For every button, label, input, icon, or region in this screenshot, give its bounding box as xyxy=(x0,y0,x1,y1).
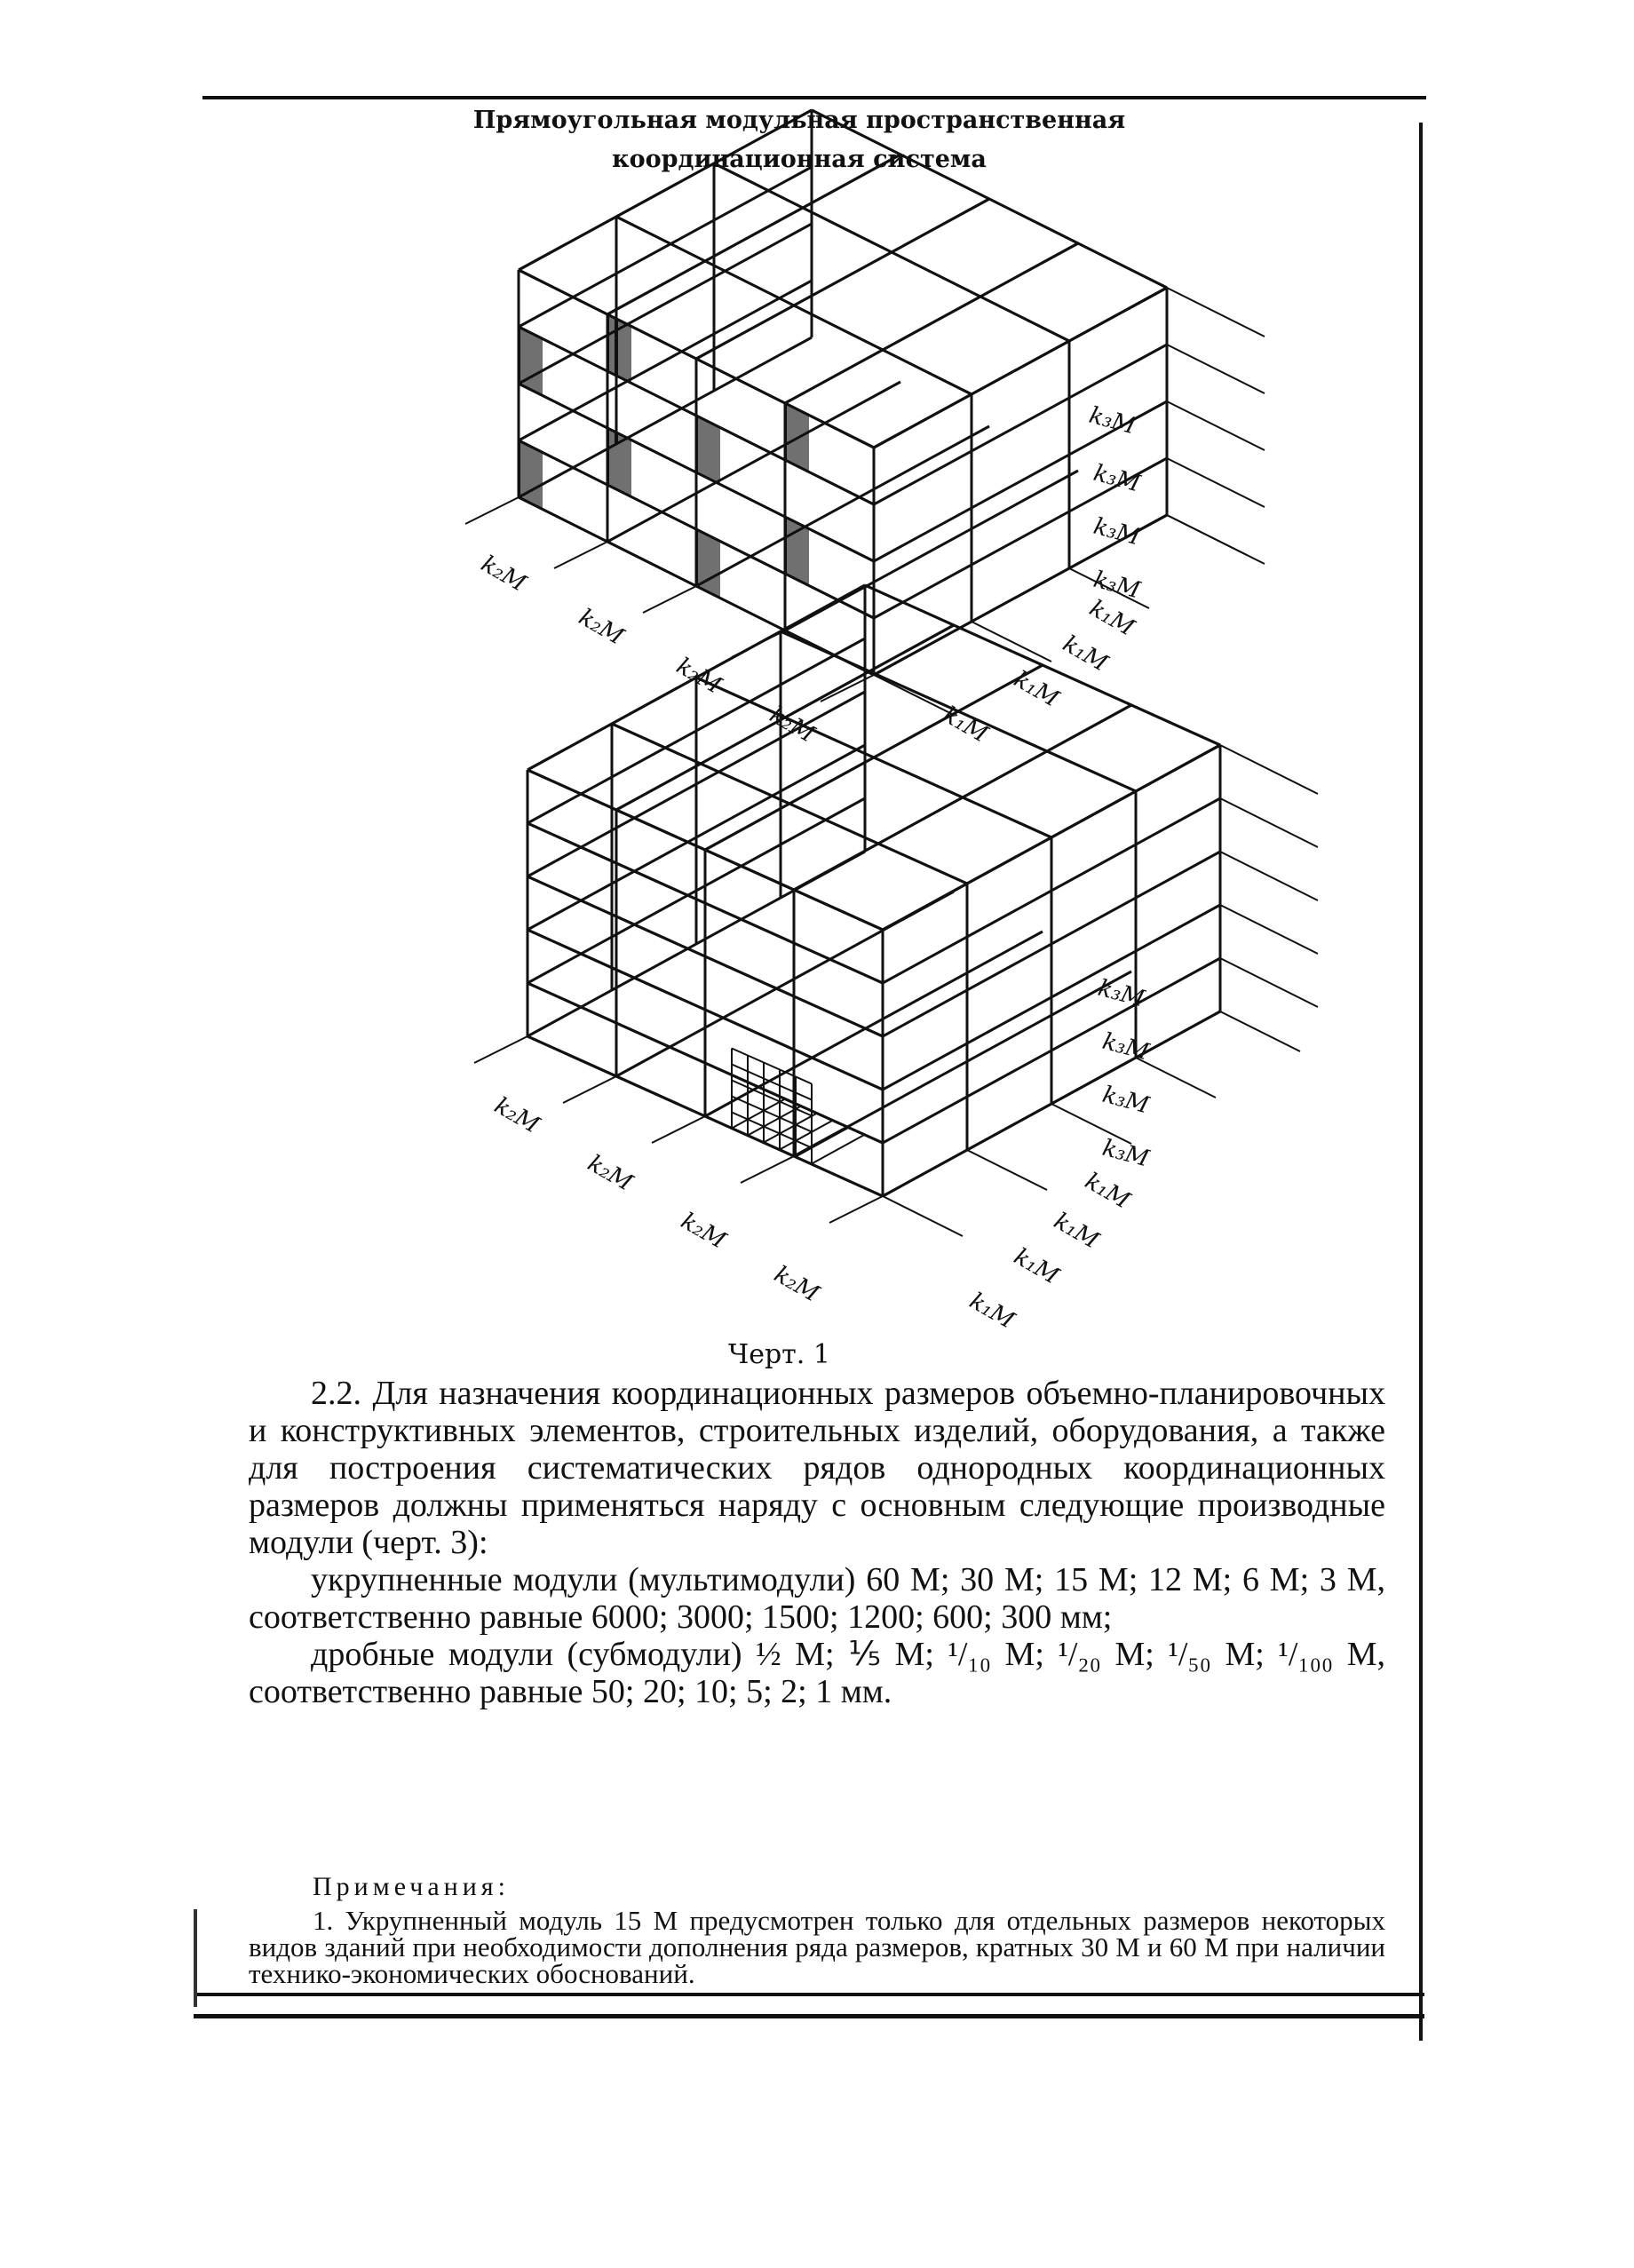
fig1-ext-line xyxy=(874,675,954,715)
label-k3m-top-1: k₃M xyxy=(1091,459,1143,498)
fig2-ext-line xyxy=(1220,798,1318,847)
note-1-text: 1. Укрупненный модуль 15 М предусмотрен только для отдельных размеров некоторых видов зданий при необходимости дополнения ряда размеров, кратных 30 М и 60 М при наличии технико-экономических обоснований. xyxy=(249,1905,1385,1989)
fig2-fine-line xyxy=(732,1129,812,1164)
fig1-ext-line xyxy=(643,586,696,613)
fig2-line-y xyxy=(705,932,1043,1116)
paragraph-2-2: 2.2. Для назначения координационных размеров объемно-планировочных и конструктивных элементов, строительных изделий, оборудования, а также для построения систематических рядов однородных координационных размеров должны применяться наряду с основным следующие производные модули (черт. 3): xyxy=(249,1375,1385,1561)
label-k1m-top-0: k₁M xyxy=(938,702,993,749)
fig2-ext-line xyxy=(883,1196,963,1236)
note-1 xyxy=(249,1907,1385,1987)
fig1-line-y xyxy=(607,382,900,542)
fig2-ext-line xyxy=(1220,958,1318,1007)
label-k3m-bottom-3: k₃M xyxy=(1099,1134,1152,1173)
label-k3m-top-0: k₃M xyxy=(1086,401,1138,440)
fig1-ext-line xyxy=(554,542,607,568)
figure-bottom-wire-grid xyxy=(474,585,1318,1236)
fig2-ext-line xyxy=(967,1150,1047,1190)
label-k1m-top-1: k₁M xyxy=(1009,666,1064,713)
label-k2m-top-3: k₂M xyxy=(765,702,820,749)
fig2-ext-line xyxy=(1220,745,1318,794)
label-k1m-bottom-3: k₁M xyxy=(1080,1168,1135,1215)
label-k1m-bottom-1: k₁M xyxy=(1009,1243,1064,1290)
fig1-line-y xyxy=(785,471,1078,630)
label-k2m-top-0: k₂M xyxy=(476,551,531,598)
label-k3m-bottom-1: k₃M xyxy=(1099,1027,1152,1067)
fig1-ext-line xyxy=(1167,515,1265,564)
fractional-modules: дробные модули (субмодули) ½ М; ⅕ М; ¹/₁₀ М; ¹/₂₀ М; ¹/₅₀ М; ¹/₁₀₀ М, соответственно равные 50; 20; 10; 5; 2; 1 мм. xyxy=(249,1636,1385,1710)
label-k1m-bottom-2: k₁M xyxy=(1049,1208,1104,1255)
fig1-ext-line xyxy=(972,622,1051,662)
label-k2m-top-1: k₂M xyxy=(574,604,629,651)
fig2-ext-line xyxy=(563,1076,616,1103)
title-line-2: координационная система xyxy=(612,146,987,173)
label-k2m-bottom-3: k₂M xyxy=(769,1261,824,1308)
label-k1m-bottom-0: k₁M xyxy=(964,1288,1019,1335)
label-k3m-top-3: k₃M xyxy=(1091,566,1143,605)
fig2-fine-line xyxy=(732,1081,812,1116)
fig1-ext-line xyxy=(1167,288,1265,337)
fig2-ext-line xyxy=(1220,852,1318,900)
label-k1m-top-3: k₁M xyxy=(1084,595,1139,642)
fig1-ext-line xyxy=(1167,345,1265,393)
title-line-1: Прямоугольная модульная пространственная xyxy=(472,107,1126,134)
fig2-ext-line xyxy=(1220,1011,1300,1051)
fig2-line-top xyxy=(865,585,1220,745)
fig2-fine-line xyxy=(732,1113,812,1148)
label-k2m-bottom-2: k₂M xyxy=(676,1208,731,1255)
fig1-ext-line xyxy=(1167,458,1265,507)
fig2-ext-line xyxy=(474,1036,527,1063)
fig2-fine-line xyxy=(732,1097,812,1132)
fig2-line-top xyxy=(696,678,1051,837)
enlarged-modules: укрупненные модули (мультимодули) 60 М; 30 М; 15 М; 12 М; 6 М; 3 М, соответственно равные 6000; 3000; 1500; 1200; 600; 300 мм; xyxy=(249,1561,1385,1636)
label-k2m-top-2: k₂M xyxy=(671,653,726,700)
fig2-line-top xyxy=(612,724,967,884)
fig1-line-top xyxy=(812,110,1167,288)
fig1-line-top xyxy=(714,163,1069,341)
fig2-fine-line xyxy=(812,1135,865,1164)
fig1-ext-line xyxy=(1167,401,1265,450)
label-k3m-bottom-2: k₃M xyxy=(1099,1081,1152,1120)
label-k2m-bottom-1: k₂M xyxy=(583,1150,638,1197)
label-k3m-bottom-0: k₃M xyxy=(1095,974,1147,1013)
fig2-ext-line xyxy=(829,1196,883,1223)
fig1-ext-line xyxy=(465,497,519,524)
fig2-line-y xyxy=(794,971,1131,1156)
label-k1m-top-2: k₁M xyxy=(1058,630,1113,678)
fig2-ext-line xyxy=(1220,905,1318,954)
fig2-ext-line xyxy=(741,1156,794,1183)
label-k3m-top-2: k₃M xyxy=(1091,512,1143,551)
fig2-fine-line xyxy=(796,1128,849,1157)
fig1-line-y xyxy=(696,426,989,586)
body-text xyxy=(249,1375,1385,1710)
fig1-line-top xyxy=(616,217,972,394)
label-k2m-bottom-0: k₂M xyxy=(489,1092,544,1139)
notes-heading: Примечания: xyxy=(313,1872,510,1901)
fig2-ext-line xyxy=(652,1116,705,1143)
figure-caption: Черт. 1 xyxy=(728,1339,830,1370)
